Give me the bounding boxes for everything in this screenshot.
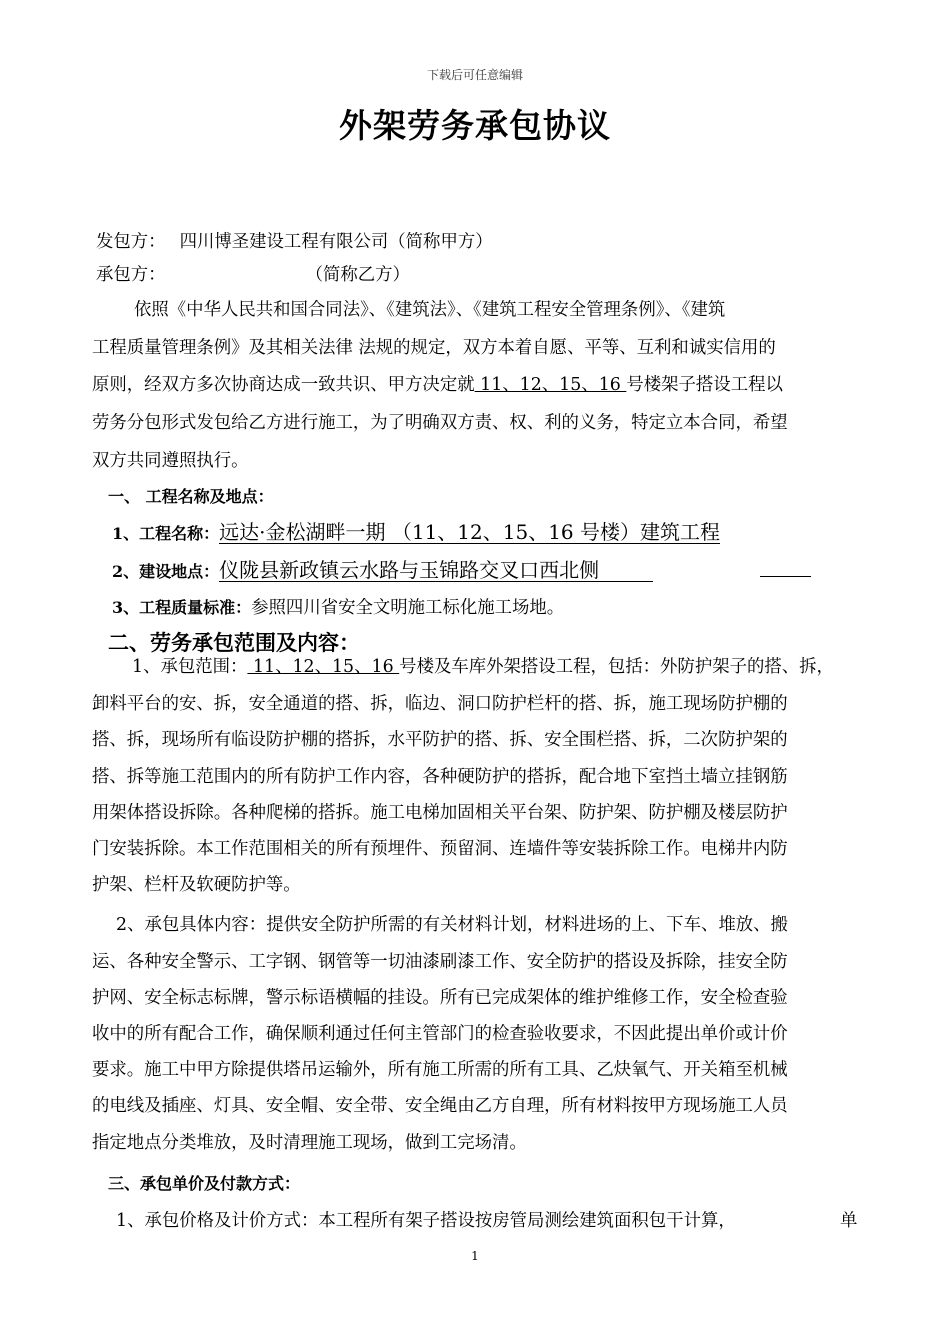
intro-line-3: 原则，经双方多次协商达成一致共识、甲方决定就 11、12、15、16 号楼架子搭设工程以 xyxy=(92,375,783,395)
content-line-4: 收中的所有配合工作，确保顺利通过任何主管部门的检查验收要求，不因此提出单价或计价 xyxy=(92,1024,788,1044)
price-line-1: 1、承包价格及计价方式：本工程所有架子搭设按房管局测绘建筑面积包干计算， xyxy=(116,1211,736,1231)
intro-line-4: 劳务分包形式发包给乙方进行施工，为了明确双方责、权、利的义务，特定立本合同，希望 xyxy=(92,413,788,433)
scope-line-1: 1、承包范围： 11、12、15、16 号楼及车库外架搭设工程，包括：外防护架子的搭、拆， xyxy=(132,657,834,677)
price-line-1-end: 单 xyxy=(840,1211,858,1231)
content-line-1: 2、承包具体内容：提供安全防护所需的有关材料计划，材料进场的上、下车、堆放、搬 xyxy=(116,915,788,935)
scope-line-6: 门安装拆除。本工作范围相关的所有预埋件、预留洞、连墙件等安装拆除工作。电梯井内防 xyxy=(92,839,788,859)
document-title: 外架劳务承包协议 xyxy=(339,106,611,145)
scope-building-numbers: 11、12、15、16 xyxy=(247,657,400,677)
project-name-value: 远达·金松湖畔一期 （11、12、15、16 号楼）建筑工程 xyxy=(219,520,721,544)
content-line-6: 的电线及插座、灯具、安全帽、安全带、安全绳由乙方自理，所有材料按甲方现场施工人员 xyxy=(92,1096,788,1116)
scope-line-3: 搭、拆，现场所有临设防护棚的搭拆，水平防护的搭、拆、安全围栏搭、拆，二次防护架的 xyxy=(92,730,788,750)
building-numbers: 11、12、15、16 xyxy=(474,375,627,395)
header-note: 下载后可任意编辑 xyxy=(426,68,523,82)
project-site-label: 2、建设地点： xyxy=(112,562,220,581)
employer-value: 四川博圣建设工程有限公司（简称甲方） xyxy=(179,232,493,252)
scope-line-5: 用架体搭设拆除。各种爬梯的搭拆。施工电梯加固相关平台架、防护架、防护棚及楼层防护 xyxy=(92,803,788,823)
intro-line-5: 双方共同遵照执行。 xyxy=(92,451,249,471)
contractor-line xyxy=(96,257,410,293)
content-line-2: 运、各种安全警示、工字钢、钢管等一切油漆刷漆工作、安全防护的搭设及拆除，挂安全防 xyxy=(92,952,788,972)
section-1-heading: 一、 工程名称及地点： xyxy=(108,487,274,506)
page-number: 1 xyxy=(471,1249,479,1263)
project-site-line xyxy=(112,554,811,590)
intro-line-2: 工程质量管理条例》及其相关法律 法规的规定，双方本着自愿、平等、互利和诚实信用的 xyxy=(92,338,776,358)
section-3-heading: 三、承包单价及付款方式： xyxy=(108,1174,301,1193)
employer-line xyxy=(96,224,493,260)
quality-label: 3、工程质量标准： xyxy=(112,598,252,617)
scope-line-2: 卸料平台的安、拆，安全通道的搭、拆，临边、洞口防护栏杆的搭、拆，施工现场防护棚的 xyxy=(92,694,788,714)
content-line-5: 要求。施工中甲方除提供塔吊运输外，所有施工所需的所有工具、乙炔氧气、开关箱至机械 xyxy=(92,1060,788,1080)
content-line-3: 护网、安全标志标牌，警示标语横幅的挂设。所有已完成架体的维护维修工作，安全检查验 xyxy=(92,988,788,1008)
project-site-value: 仪陇县新政镇云水路与玉锦路交叉口西北侧 xyxy=(219,559,653,582)
project-name-line xyxy=(112,516,720,552)
scope-line-4: 搭、拆等施工范围内的所有防护工作内容，各种硬防护的搭拆，配合地下室挡土墙立挂钢筋 xyxy=(92,767,788,787)
section-2-heading: 二、劳务承包范围及内容： xyxy=(108,630,360,655)
contractor-label: 承包方： xyxy=(96,265,166,285)
quality-line xyxy=(112,590,564,626)
contractor-value: （简称乙方） xyxy=(305,265,410,285)
content-line-7: 指定地点分类堆放，及时清理施工现场，做到工完场清。 xyxy=(92,1133,527,1153)
employer-label: 发包方： xyxy=(96,232,166,252)
scope-line-7: 护架、栏杆及软硬防护等。 xyxy=(92,875,301,895)
intro-line-1: 依照《中华人民共和国合同法》、《建筑法》、《建筑工程安全管理条例》、《建筑 xyxy=(134,300,726,320)
project-name-label: 1、工程名称： xyxy=(112,524,220,543)
quality-value: 参照四川省安全文明施工标化施工场地。 xyxy=(251,598,565,618)
blank-underline xyxy=(760,576,811,577)
